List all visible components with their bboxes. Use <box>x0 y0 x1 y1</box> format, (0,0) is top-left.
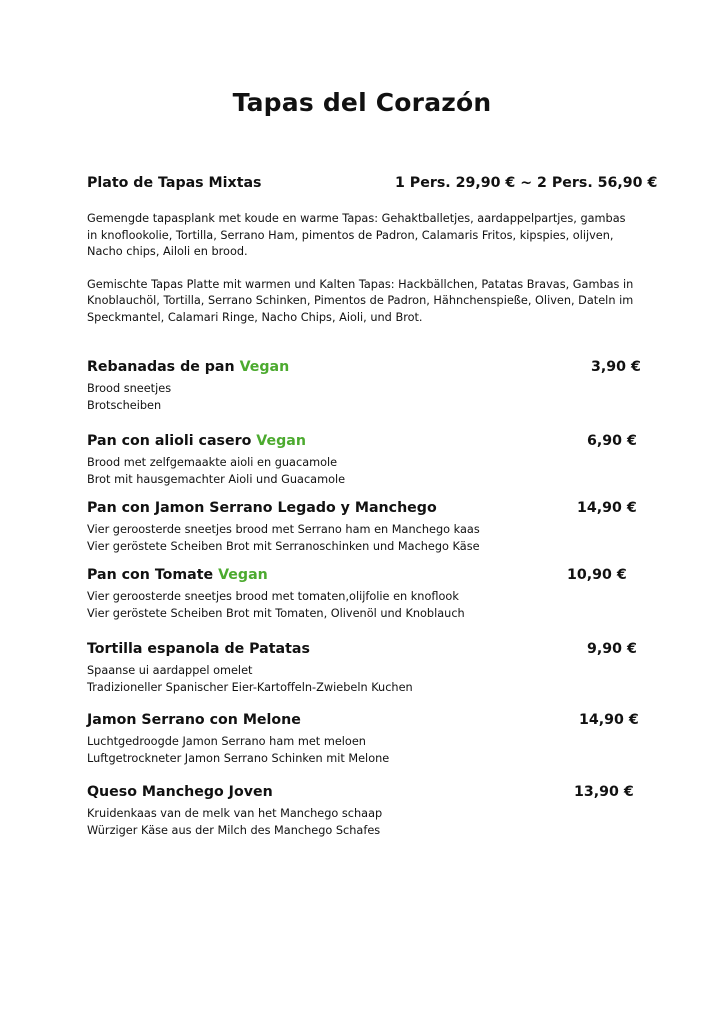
menu-item-name: Pan con alioli casero Vegan <box>87 433 306 449</box>
menu-item-name: Plato de Tapas Mixtas <box>87 175 262 191</box>
menu-item-description-nl: Vier geroosterde sneetjes brood met Serrano ham en Manchego kaas <box>87 523 480 536</box>
menu-item-jamon-serrano-con-melone <box>87 712 647 767</box>
menu-item-description-de: Luftgetrockneter Jamon Serrano Schinken mit Melone <box>87 751 390 765</box>
vegan-tag: Vegan <box>256 433 306 449</box>
menu-item-description-de: Vier geröstete Scheiben Brot mit Tomaten, Olivenöl und Knoblauch <box>87 606 465 620</box>
menu-item-description-nl: Vier geroosterde sneetjes brood met tomaten,olijfolie en knoflook <box>87 590 459 603</box>
menu-item-description-nl: Brood sneetjes <box>87 382 172 395</box>
menu-item-price: 14,90 € <box>577 500 637 516</box>
menu-item-description-de: Brot mit hausgemachter Aioli und Guacamole <box>87 472 346 486</box>
menu-item-description-de: Brotscheiben <box>87 398 162 412</box>
menu-item-name: Jamon Serrano con Melone <box>87 712 301 728</box>
menu-item-pan-con-jamon-serrano <box>87 500 647 555</box>
menu-item-description-de: Gemischte Tapas Platte mit warmen und Kalten Tapas: Hackbällchen, Patatas Bravas, Gambas in Knoblauchöl, Tortilla, Serrano Schinken, Pimentos de Padron, Hähnchenspieße, Oliven, Dateln im Speckmantel, Calamari Ringe, Nacho Chips, Aioli, und Brot. <box>87 277 634 324</box>
menu-item-name: Tortilla espanola de Patatas <box>87 641 310 657</box>
menu-item-queso-manchego-joven <box>87 784 647 839</box>
menu-item-price: 13,90 € <box>574 784 634 800</box>
menu-item-price: 14,90 € <box>579 712 639 728</box>
menu-item-tortilla-espanola <box>87 641 647 696</box>
menu-item-description-de: Würziger Käse aus der Milch des Manchego Schafes <box>87 823 381 837</box>
menu-item-price: 3,90 € <box>591 359 641 375</box>
menu-item-description-nl: Luchtgedroogde Jamon Serrano ham met meloen <box>87 735 366 748</box>
menu-item-name: Pan con Jamon Serrano Legado y Manchego <box>87 500 437 516</box>
menu-item-name: Pan con Tomate Vegan <box>87 567 268 583</box>
menu-item-name: Rebanadas de pan Vegan <box>87 359 290 375</box>
menu-item-price: 10,90 € <box>567 567 627 583</box>
menu-item-description-de: Tradizioneller Spanischer Eier-Kartoffeln-Zwiebeln Kuchen <box>87 680 413 694</box>
menu-item-description-de: Vier geröstete Scheiben Brot mit Serranoschinken und Machego Käse <box>87 539 480 553</box>
menu-item-rebanadas-de-pan <box>87 359 647 414</box>
menu-item-plato-de-tapas-mixtas <box>87 175 658 326</box>
menu-item-price: 1 Pers. 29,90 € ~ 2 Pers. 56,90 € <box>395 175 658 191</box>
vegan-tag: Vegan <box>218 567 268 583</box>
menu-item-pan-con-tomate <box>87 567 647 622</box>
menu-item-description-nl: Kruidenkaas van de melk van het Manchego schaap <box>87 807 383 820</box>
menu-item-description-nl: Gemengde tapasplank met koude en warme Tapas: Gehaktballetjes, aardappelpartjes, gambas in knoflookolie, Tortilla, Serrano Ham, pimentos de Padron, Calamaris Fritos, kipspies, olijven, Nacho chips, Ailoli en brood. <box>87 212 626 258</box>
menu-item-price: 9,90 € <box>587 641 637 657</box>
menu-item-description-nl: Brood met zelfgemaakte aioli en guacamole <box>87 456 338 469</box>
menu-item-price: 6,90 € <box>587 433 637 449</box>
menu-item-pan-con-alioli-casero <box>87 433 647 488</box>
menu-item-name: Queso Manchego Joven <box>87 784 273 800</box>
page-title: Tapas del Corazón <box>232 88 492 117</box>
vegan-tag: Vegan <box>239 359 290 375</box>
menu-item-description-nl: Spaanse ui aardappel omelet <box>87 664 253 677</box>
